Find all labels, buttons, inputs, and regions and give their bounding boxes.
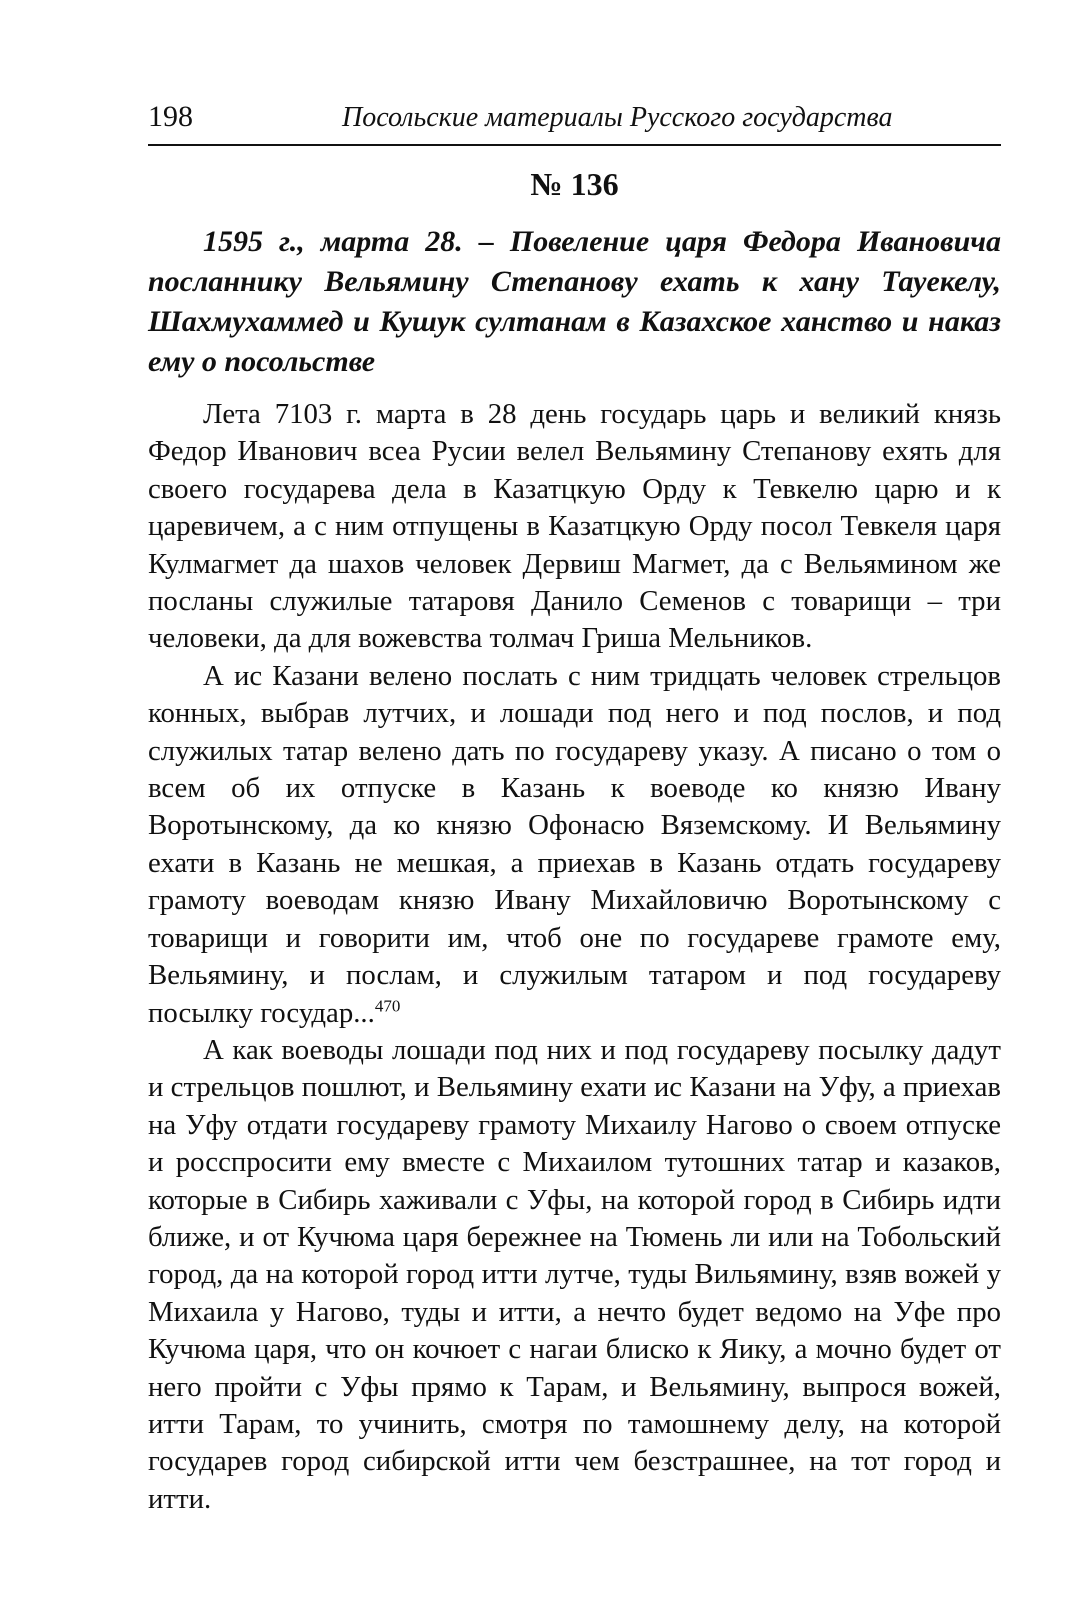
paragraph-2-text: А ис Казани велено послать с ним тридцать человек стрельцов конных, выбрав лутчих, и лошади под него и под послов, и под служилых татар велено дать по государеву указу. А писано о том о всем об их отпуске в Казань к воеводе ко князю Ивану Воротынскому, да ко князю Офонасю Вяземскому. И Вельямину ехати в Казань не мешкая, а приехав в Казань отдать государеву грамоту воеводам князю Ивану Михайловичю Воротынскому с товарищи и говорити им, чтоб оне по государеве грамоте ему, Вельямину, и послам, и служилым татаром и под государеву посылку государ...: [148, 659, 1001, 1029]
book-page: [148, 100, 1001, 1518]
paragraph-1-text: Лета 7103 г. марта в 28 день государь царь и великий князь Федор Иванович всеа Русии велел Вельямину Степанову ехять для своего государева дела в Казатцкую Орду к Тевкелю царю и к царевичем, а с ним отпущены в Казатцкую Орду посол Тевкеля царя Кулмагмет да шахов человек Дервиш Магмет, да с Вельямином же посланы служилые татаровя Данило Семенов с товарищи – три человеки, да для вожевства толмач Гриша Мельников.: [148, 398, 1001, 655]
running-head: [148, 100, 1001, 146]
running-title: Посольские материалы Русского государства: [342, 102, 893, 133]
page-number: 198: [148, 100, 193, 133]
document-heading: 1595 г., марта 28. – Повеление царя Федора Ивановича посланнику Вельямину Степанову ехать к хану Тауекелу, Шахмухаммед и Кушук султанам в Казахское ханство и наказ ему о посольстве: [148, 225, 1001, 378]
paragraph-3-text: А как воеводы лошади под них и под государеву посылку дадут и стрельцов пошлют, и Вельямину ехати ис Казани на Уфу, а приехав на Уфу отдати государеву грамоту Михаилу Нагово о своем отпуске и росспросити ему вместе с Михаилом тутошних татар и казаков, которые в Сибирь хаживали с Уфы, на которой город в Сибирь идти ближе, и от Кучюма царя бережнее на Тюмень ли или на Тобольский город, да на которой город итти лутче, туды Вильямину, взяв вожей у Михаила у Нагово, туды и итти, а нечто будет ведомо на Уфе про Кучюма царя, что он кочюет с нагаи блиско к Яику, а мочно будет от него пройти с Уфы прямо к Тарам, и Вельямину, выпрося вожей, итти Тарам, то учинить, смотря по тамошнему делу, на которой государев город сибирской итти чем безстрашнее, на тот город и итти.: [148, 1033, 1001, 1515]
document-number: № 136: [530, 166, 619, 202]
paragraph-2: [148, 658, 1001, 1032]
document-body: [148, 396, 1001, 1518]
footnote-marker: 470: [374, 995, 401, 1015]
paragraph-1: [148, 396, 1001, 658]
paragraph-3: [148, 1032, 1001, 1518]
